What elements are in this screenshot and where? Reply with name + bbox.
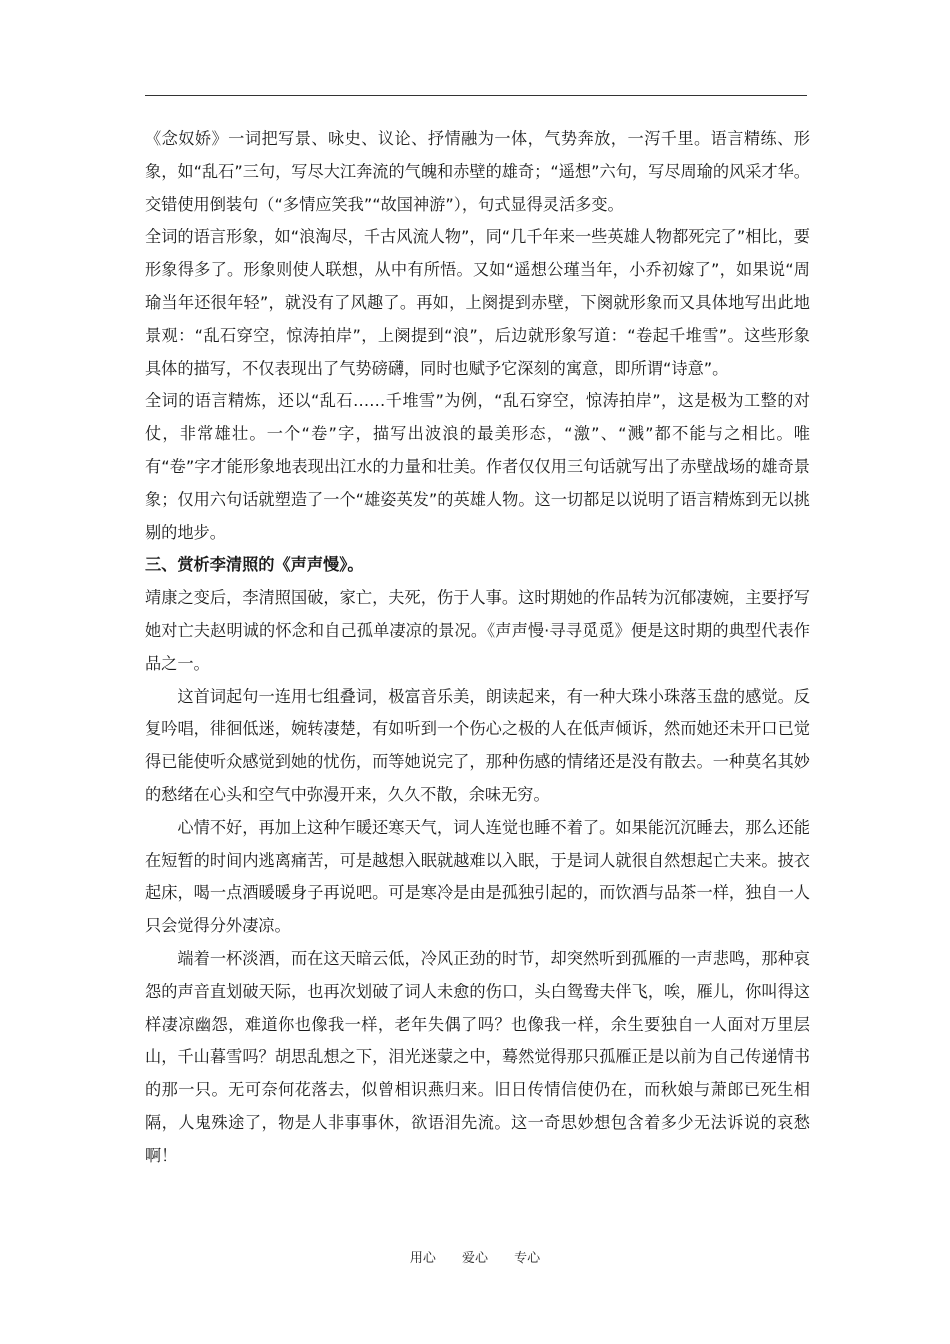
paragraph-wild-goose: 端着一杯淡酒，而在这天暗云低，冷风正劲的时节，却突然听到孤雁的一声悲鸣，那种哀怨的声音直划破天际，也再次划破了词人未愈的伤口，头白鸳鸯夫伴飞，唉，雁儿，你叫得这样凄凉幽怨，难道你也像我一样，老年失偶了吗？也像我一样，余生要独自一人面对万里层山，千山暮雪吗？胡思乱想之下，泪光迷蒙之中，蓦然觉得那只孤雁正是以前为自己传递情书的那一只。无可奈何花落去，似曾相识燕归来。旧日传情信使仍在，而秋娘与萧郎已死生相隔，人鬼殊途了，物是人非事事休，欲语泪先流。这一奇思妙想包含着多少无法诉说的哀愁啊！ — [145, 948, 810, 1165]
header-rule — [145, 95, 807, 96]
paragraph-background: 靖康之变后，李清照国破，家亡，夫死，伤于人事。这时期她的作品转为沉郁凄婉，主要抒写她对亡夫赵明诚的怀念和自己孤单凄凉的景况。《声声慢·寻寻觅觅》便是这时期的典型代表作品之一。 — [145, 588, 810, 673]
paragraph-style-summary: 《念奴娇》一词把写景、咏史、议论、抒情融为一体，气势奔放，一泻千里。语言精练、形象，如“乱石”三句，写尽大江奔流的气魄和赤壁的雄奇；“遥想”六句，写尽周瑜的风采才华。交错使用倒装句（“多情应笑我”“故国神游”），句式显得灵活多变。 — [145, 129, 810, 214]
footer-word: 爱心 — [461, 1251, 488, 1266]
page-footer — [0, 1247, 950, 1266]
section-heading: 三、赏析李清照的《声声慢》。 — [145, 555, 364, 575]
document-body — [145, 123, 810, 1173]
paragraph-concision: 全词的语言精炼，还以“乱石……千堆雪”为例，“乱石穿空，惊涛拍岸”，这是极为工整的对仗，非常雄壮。一个“卷”字，描写出波浪的最美形态，“激”、“溅”都不能与之相比。唯有“卷”字才能形象地表现出江水的力量和壮美。作者仅仅用三句话就写出了赤壁战场的雄奇景象；仅用六句话就塑造了一个“雄姿英发”的英雄人物。这一切都足以说明了语言精炼到无以挑剔的地步。 — [145, 391, 810, 542]
paragraph-imagery: 全词的语言形象，如“浪淘尽，千古风流人物”，同“几千年来一些英雄人物都死完了”相比，要形象得多了。形象则使人联想，从中有所悟。又如“遥想公瑾当年，小乔初嫁了”，如果说“周瑜当年还很年轻”，就没有了风趣了。再如，上阕提到赤壁，下阕就形象而又具体地写出此地景观：“乱石穿空，惊涛拍岸”，上阕提到“浪”，后边就形象写道：“卷起千堆雪”。这些形象具体的描写，不仅表现出了气势磅礴，同时也赋予它深刻的寓意，即所谓“诗意”。 — [145, 227, 810, 378]
paragraph-weather: 心情不好，再加上这种乍暖还寒天气，词人连觉也睡不着了。如果能沉沉睡去，那么还能在短暂的时间内逃离痛苦，可是越想入眠就越难以入眠，于是词人就很自然想起亡夫来。披衣起床，喝一点酒暖暖身子再说吧。可是寒冷是由是孤独引起的，而饮酒与品茶一样，独自一人只会觉得分外凄凉。 — [145, 817, 810, 936]
footer-word: 用心 — [409, 1251, 436, 1266]
footer-word: 专心 — [514, 1251, 541, 1266]
paragraph-opening-lines: 这首词起句一连用七组叠词，极富音乐美，朗读起来，有一种大珠小珠落玉盘的感觉。反复吟唱，徘徊低迷，婉转凄楚，有如听到一个伤心之极的人在低声倾诉，然而她还未开口已觉得已能使听众感觉到她的忧伤，而等她说完了，那种伤感的情绪还是没有散去。一种莫名其妙的愁绪在心头和空气中弥漫开来，久久不散，余味无穷。 — [145, 686, 810, 804]
